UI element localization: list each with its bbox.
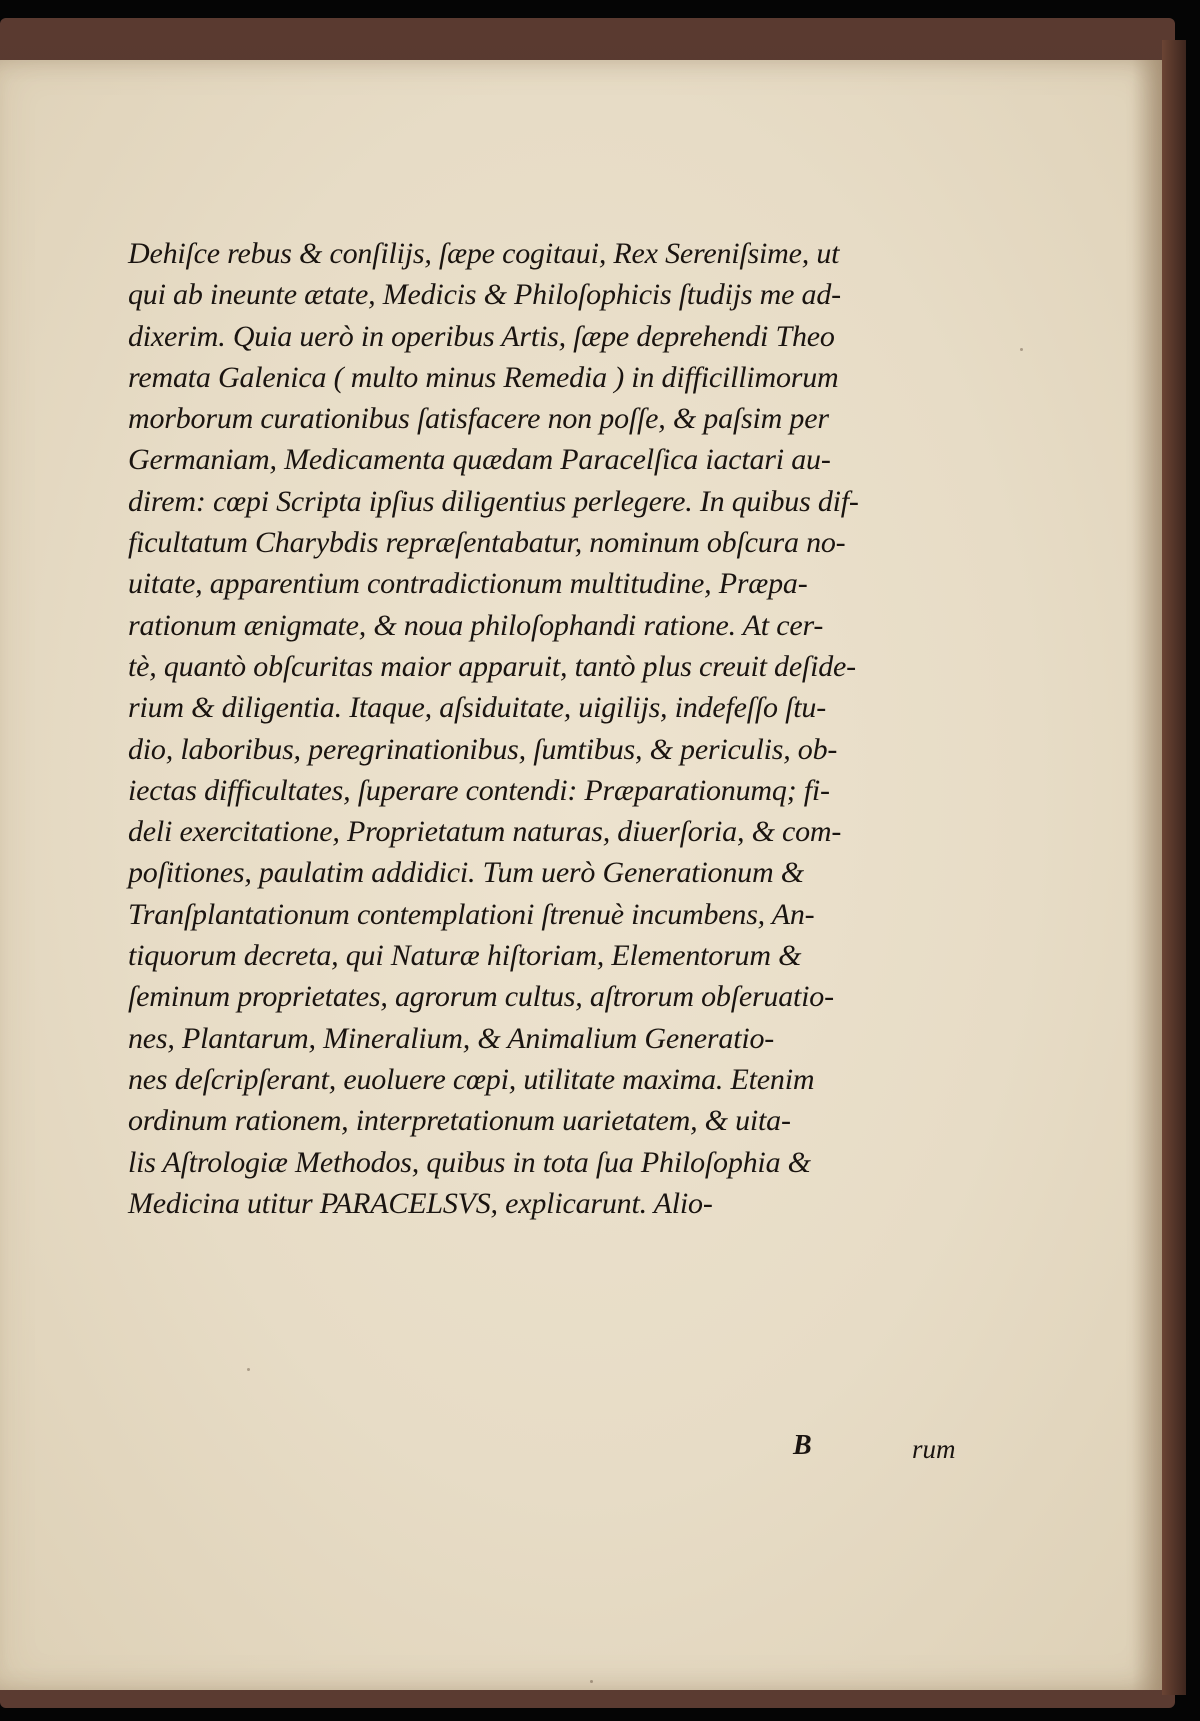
catchword: rum — [912, 1434, 956, 1464]
book-spine-edge — [1162, 40, 1186, 1695]
text-line: nes, Plantarum, Mineralium, & Animalium Generatio- — [128, 1021, 775, 1055]
text-line: dio, laboribus, peregrinationibus, ſumtibus, & periculis, ob- — [128, 732, 838, 766]
text-line: ficultatum Charybdis repræſentabatur, nominum obſcura no- — [128, 526, 846, 560]
book-page — [0, 60, 1162, 1690]
text-line: tè, quantò obſcuritas maior apparuit, tantò plus creuit deſide- — [128, 649, 856, 683]
text-line: nes deſcripſerant, euoluere cœpi, utilitate maxima. Etenim — [128, 1062, 815, 1096]
text-line: rationum ænigmate, & noua philoſophandi ratione. At cer- — [128, 608, 824, 642]
text-line: direm: cœpi Scripta ipſius diligentius perlegere. In quibus dif- — [128, 484, 859, 518]
text-line: lis Aſtrologiæ Methodos, quibus in tota ſua Philoſophia & — [128, 1145, 811, 1179]
text-line: poſitiones, paulatim addidici. Tum uerò Generationum & — [128, 856, 804, 890]
body-text — [128, 233, 978, 1224]
text-line: iectas difficultates, ſuperare contendi: Præparationumq; fi- — [128, 773, 830, 807]
text-line: morborum curationibus ſatisfacere non poſſe, & paſsim per — [128, 402, 829, 436]
text-line: Germaniam, Medicamenta quædam Paracelſica iactari au- — [128, 443, 831, 477]
text-line: rium & diligentia. Itaque, aſsiduitate, uigilijs, indefeſſo ſtu- — [128, 691, 826, 725]
text-line: ſeminum proprietates, agrorum cultus, aſtrorum obſeruatio- — [128, 980, 834, 1014]
paper-speck — [1020, 348, 1023, 351]
text-line: ordinum rationem, interpretationum uarietatem, & uita- — [128, 1104, 791, 1138]
paper-speck — [590, 1680, 593, 1683]
text-line: Medicina utitur PARACELSVS, explicarunt. Alio- — [128, 1186, 713, 1220]
text-line: Dehiſce rebus & conſilijs, ſæpe cogitaui, Rex Sereniſsime, ut — [128, 237, 840, 270]
text-line: remata Galenica ( multo minus Remedia ) in difficillimorum — [128, 360, 839, 394]
page-footer — [0, 1430, 1162, 1470]
text-line: uitate, apparentium contradictionum multitudine, Præpa- — [128, 567, 808, 601]
signature-mark: B — [793, 1430, 812, 1461]
text-line: dixerim. Quia uerò in operibus Artis, ſæpe deprehendi Theo — [128, 319, 835, 353]
text-line: Tranſplantationum contemplationi ſtrenuè incumbens, An- — [128, 897, 815, 931]
text-line: qui ab ineunte ætate, Medicis & Philoſophicis ſtudijs me ad- — [128, 278, 841, 312]
text-line: deli exercitatione, Proprietatum naturas, diuerſoria, & com- — [128, 815, 842, 849]
paper-speck — [247, 1368, 250, 1371]
text-line: tiquorum decreta, qui Naturæ hiſtoriam, Elementorum & — [128, 939, 802, 973]
